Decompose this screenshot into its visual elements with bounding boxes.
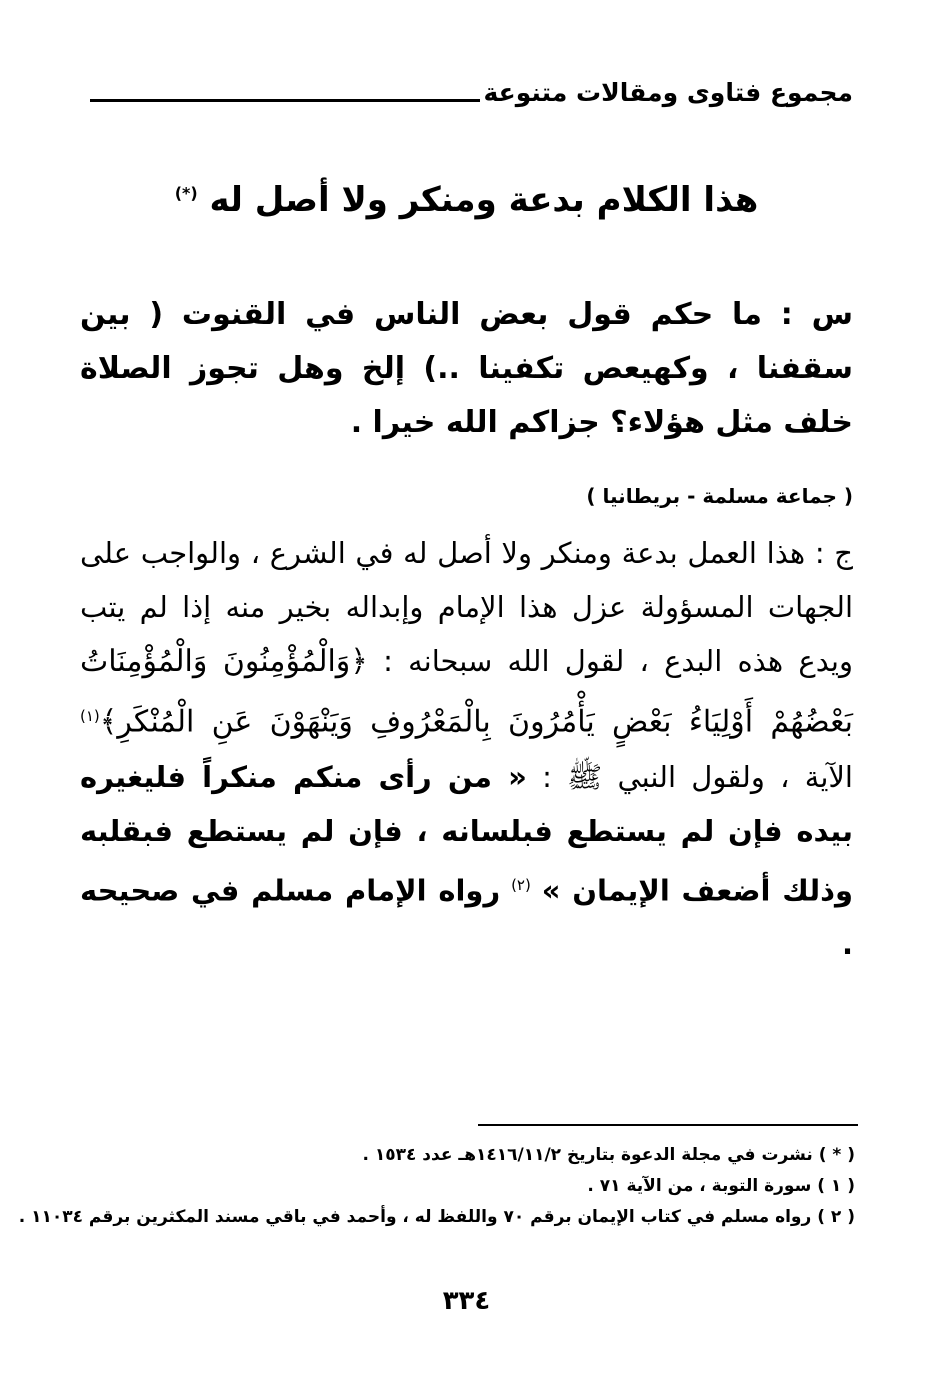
article-title <box>120 180 813 220</box>
page-number: ٣٣٤ <box>442 1286 491 1316</box>
header-rule <box>90 99 480 102</box>
question-text: س : ما حكم قول بعض الناس في القنوت ( بين سقفنا ، وكهيعص تكفينا ..) إلخ وهل تجوز الصلاة خلف مثل هؤلاء؟ جزاكم الله خيرا . <box>80 297 853 440</box>
article-title-text: هذا الكلام بدعة ومنكر ولا أصل له <box>209 180 759 220</box>
asker-attribution: ( جماعة مسلمة - بريطانيا ) <box>586 484 853 508</box>
quran-footnote-mark: (١) <box>80 707 100 725</box>
running-title: مجموع فتاوى ومقالات متنوعة <box>483 78 853 107</box>
answer-paragraph <box>80 526 853 971</box>
answer-intro: ج : هذا العمل بدعة ومنكر ولا أصل له في الشرع ، والواجب على الجهات المسؤولة عزل هذا الإمام وإبداله بخير منه إذا لم يتب ويدع هذه البدع ، لقول الله سبحانه : <box>80 536 853 678</box>
footnote-item: ( * ) نشرت في مجلة الدعوة بتاريخ ١٤١٦/١١/٢هـ عدد ١٥٣٤ . <box>362 1145 855 1165</box>
running-header <box>90 78 853 107</box>
footnote-item: ( ١ ) سورة التوبة ، من الآية ٧١ . <box>587 1176 855 1196</box>
answer-mid: الآية ، ولقول النبي ﷺ : <box>542 759 853 794</box>
footnotes <box>18 1140 855 1233</box>
hadith-footnote-mark: (٢) <box>511 875 531 894</box>
footnote-item: ( ٢ ) رواه مسلم في كتاب الإيمان برقم ٧٠ واللفظ له ، وأحمد في باقي مسند المكثرين برقم ١١٠٣٤ . <box>18 1207 855 1227</box>
footnote-separator <box>478 1124 858 1126</box>
answer-end: رواه الإمام مسلم في صحيحه . <box>80 873 853 962</box>
quran-verse: ﴿وَالْمُؤْمِنُونَ وَالْمُؤْمِنَاتُ بَعْضُهُمْ أَوْلِيَاءُ بَعْضٍ يَأْمُرُونَ بِالْمَعْرُوفِ وَيَنْهَوْنَ عَنِ الْمُنْكَرِ﴾ <box>80 644 853 740</box>
hadith-text: « من رأى منكم منكراً فليغيره بيده فإن لم يستطع فبلسانه ، فإن لم يستطع فبقلبه وذلك أضعف الإيمان » <box>80 759 854 908</box>
title-footnote-mark: (*) <box>174 183 198 203</box>
